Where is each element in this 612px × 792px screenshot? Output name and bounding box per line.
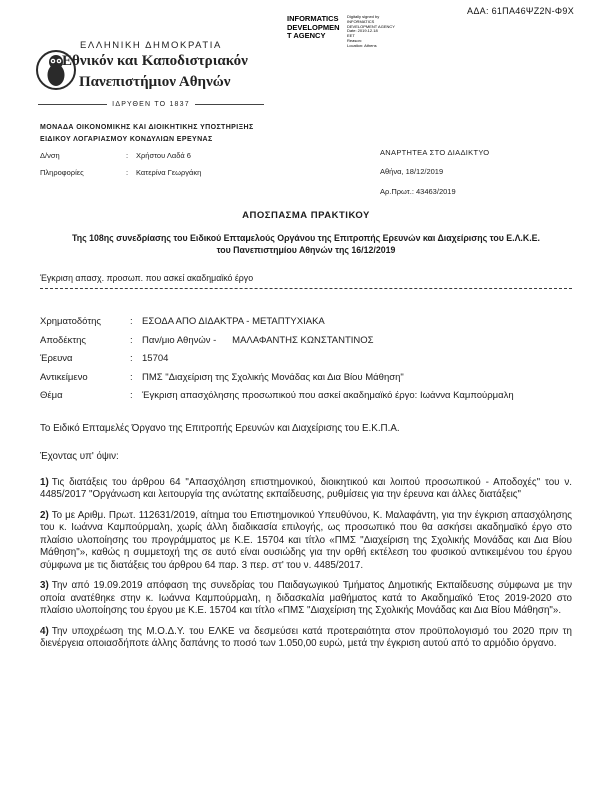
info-separator: : bbox=[126, 168, 129, 177]
address-row bbox=[40, 151, 201, 160]
detail-label: Αποδέκτης bbox=[40, 334, 86, 346]
dashed-separator bbox=[40, 288, 572, 289]
city-date: Αθήνα, 18/12/2019 bbox=[380, 167, 444, 176]
founded-label: ΙΔΡΥΘΕΝ ΤΟ 1837 bbox=[112, 101, 190, 108]
detail-row-theme bbox=[40, 390, 572, 402]
hellenic-republic-label: ΕΛΛΗΝΙΚΗ ΔΗΜΟΚΡΑΤΙΑ bbox=[80, 40, 222, 51]
detail-label: Χρηματοδότης bbox=[40, 316, 101, 327]
address-label: Δ/νση bbox=[40, 151, 60, 160]
detail-value: ΠΜΣ "Διαχείριση της Σχολικής Μονάδας και Δια Βίου Μάθηση" bbox=[142, 371, 404, 383]
item-number: 1) bbox=[40, 476, 49, 488]
body-item-4 bbox=[40, 626, 572, 651]
item-text: Το με Αριθμ. Πρωτ. 112631/2019, αίτημα του Επιστημονικού Υπευθύνου, Κ. Μαλαφάντη, για την έγκριση απασχόλησης του κ. Ιωάννα Καμπούρμαλη, χωρίς άλλη διαδικασία επιλογής, ως προσωπικό που θα ασκήσει ακαδημαϊκό έργο στο πλαίσιο υλοποίησης του προγράμματος με Κ.Ε. 15704 και τίτλο «ΠΜΣ "Διαχείριση της Σχολικής Μονάδας και Δια Βίου Μάθηση"», καθώς η συμμετοχή της σε αυτό είναι ουσιώδης για την ορθή εκτέλεση του φυσικού αντικειμένου του έργου σύμφωνα με τις διατάξεις του άρθρου 64 παρ. 3 περ. στ' του ν. 4485/2017. bbox=[40, 509, 572, 571]
detail-separator: : bbox=[130, 390, 133, 401]
stamp-detail-line: DEVELOPMENT AGENCY bbox=[347, 23, 395, 29]
detail-row-funder bbox=[40, 316, 572, 328]
item-number: 2) bbox=[40, 509, 49, 521]
detail-separator: : bbox=[130, 371, 133, 383]
stamp-agency-name: INFORMATICS DEVELOPMENT AGENCY bbox=[287, 14, 340, 40]
detail-value: 15704 bbox=[142, 353, 169, 364]
address-value: Χρήστου Λαδά 6 bbox=[136, 151, 191, 160]
stamp-detail-line: Digitally signed by bbox=[347, 14, 380, 19]
stamp-detail-line: INFORMATICS bbox=[347, 18, 375, 24]
detail-row-object bbox=[40, 372, 572, 384]
info-label: Πληροφορίες bbox=[40, 168, 84, 177]
document-content bbox=[40, 210, 572, 659]
unit-line1: ΜΟΝΑΔΑ ΟΙΚΟΝΟΜΙΚΗΣ ΚΑΙ ΔΙΟΙΚΗΤΙΚΗΣ ΥΠΟΣΤΗΡΙΞΗΣ bbox=[40, 124, 254, 131]
unit-line2: ΕΙΔΙΚΟΥ ΛΟΓΑΡΙΑΣΜΟΥ ΚΟΝΔΥΛΙΩΝ ΕΡΕΥΝΑΣ bbox=[40, 136, 213, 143]
detail-label: Θέμα bbox=[40, 390, 63, 401]
web-posting-label: ΑΝΑΡΤΗΤΕΑ ΣΤΟ ΔΙΑΔΙΚΤΥΟ bbox=[380, 148, 490, 157]
detail-label: Αντικείμενο bbox=[40, 371, 88, 383]
digital-signature-stamp bbox=[287, 15, 419, 49]
stamp-detail-line: Date: 2019.12.18 bbox=[347, 28, 378, 34]
detail-row-research bbox=[40, 353, 572, 365]
detail-separator: : bbox=[130, 316, 133, 327]
stamp-detail-line: Reason: bbox=[347, 37, 362, 43]
founded-right-rule bbox=[195, 104, 264, 105]
detail-row-recipient bbox=[40, 335, 572, 347]
stamp-signature-details bbox=[347, 15, 419, 49]
protocol-number: Αρ.Πρωτ.: 43463/2019 bbox=[380, 187, 456, 196]
body-items bbox=[40, 477, 572, 651]
item-number: 4) bbox=[40, 625, 49, 637]
university-name-line1: Εθνικόν και Καποδιστριακόν bbox=[62, 53, 248, 69]
detail-label: Έρευνα bbox=[40, 353, 73, 364]
info-value: Κατερίνα Γεωργάκη bbox=[136, 168, 202, 177]
ada-code: ΑΔΑ: 61ΠΑ46ΨΖ2Ν-Φ9Χ bbox=[467, 6, 574, 16]
detail-separator: : bbox=[130, 334, 133, 346]
details-table bbox=[40, 316, 572, 402]
detail-value: Έγκριση απασχόλησης προσωπικού που ασκεί ακαδημαϊκό έργο: Ιωάννα Καμπούρμαλη bbox=[142, 390, 514, 401]
body-item-2 bbox=[40, 510, 572, 573]
item-number: 3) bbox=[40, 580, 49, 591]
info-row bbox=[40, 168, 201, 177]
body-item-3 bbox=[40, 580, 572, 618]
detail-separator: : bbox=[130, 353, 133, 364]
founded-left-rule bbox=[38, 104, 107, 105]
contact-block bbox=[40, 151, 201, 185]
session-description: Της 108ης συνεδρίασης του Ειδικού Επταμελούς Οργάνου της Επιτροπής Ερευνών και Διαχείρισης του Ε.Λ.Κ.Ε. του Πανεπιστημίου Αθηνών της 16/12/2019 bbox=[72, 233, 540, 255]
subject-preview: Έγκριση απασχ. προσωπ. που ασκεί ακαδημαϊκό έργο bbox=[40, 273, 254, 283]
detail-value: Παν/μιο Αθηνών - ΜΑΛΑΦΑΝΤΗΣ ΚΩΝΣΤΑΝΤΙΝΟΣ bbox=[142, 334, 374, 346]
university-name-line2: Πανεπιστήμιον Αθηνών bbox=[79, 74, 231, 90]
stamp-detail-line: Location: Athens bbox=[347, 42, 377, 48]
stamp-detail-line: EET bbox=[347, 33, 355, 39]
address-separator: : bbox=[126, 151, 129, 160]
body-intro: Το Ειδικό Επταμελές Όργανο της Επιτροπής Ερευνών και Διαχείρισης του Ε.Κ.Π.Α. bbox=[40, 422, 400, 434]
founded-banner bbox=[38, 101, 264, 108]
item-text: Τις διατάξεις του άρθρου 64 "Απασχόληση επιστημονικού, διοικητικού και λοιπού προσωπικού - Αποδοχές" του ν. 4485/2017 "Οργάνωση και λειτουργία της ανώτατης εκπαίδευσης, ρυθμίσεις για την έρευνα και άλλες διατάξεις" bbox=[40, 476, 572, 500]
item-text: Την υποχρέωση της Μ.Ο.Δ.Υ. του ΕΛΚΕ να δεσμεύσει κατά προτεραιότητα στον προϋπολογισμό του 2020 πριν τη διενέργεια οποιασδήποτε άλλης δαπάνης το ποσό των 1.050,00 ευρώ, μετά την έγκριση αυτού από το αρμόδιο όργανο. bbox=[40, 625, 572, 649]
detail-value: ΕΣΟΔΑ ΑΠΟ ΔΙΔΑΚΤΡΑ - ΜΕΤΑΠΤΥΧΙΑΚΑ bbox=[142, 316, 325, 327]
item-text: Την από 19.09.2019 απόφαση της συνεδρίας του Παιδαγωγικού Τμήματος Δημοτικής Εκπαίδευσης σύμφωνα με την οποία ανατέθηκε στην κ. Ιωάννα Καμπούρμαλη, η διδασκαλία μαθήματος κατά το Ακαδημαϊκό Έτος 2019-2020 στο πλαίσιο υλοποίησης του έργου με Κ.Ε. 15704 και τίτλο «ΠΜΣ "Διαχείριση της Σχολικής Μονάδας και Δια Βίου Μάθηση"». bbox=[40, 580, 572, 616]
body-having-regard: Έχοντας υπ' όψιν: bbox=[40, 450, 119, 462]
document-title: ΑΠΟΣΠΑΣΜΑ ΠΡΑΚΤΙΚΟΥ bbox=[242, 210, 370, 221]
body-item-1 bbox=[40, 477, 572, 502]
